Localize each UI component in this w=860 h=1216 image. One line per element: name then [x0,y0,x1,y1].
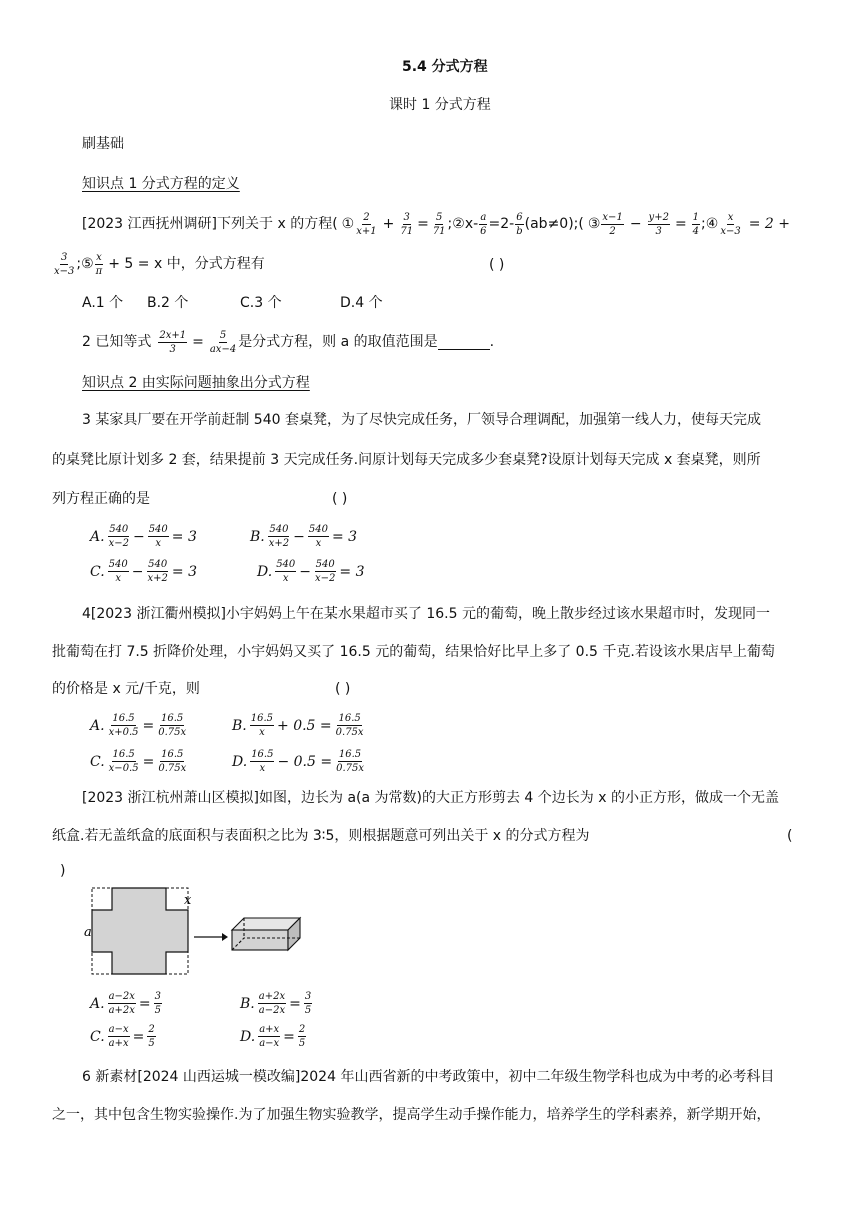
equals-sign: = [289,995,301,1012]
q5-option-b [240,991,313,1016]
equation-2-end: (ab≠0);( [524,216,584,232]
fraction: $\frac{16.5}{x}$ [251,749,274,774]
fraction: $\frac{16.5}{0.75x}$ [336,749,364,774]
equation-mid: = [142,753,155,770]
question-4-line-2: 批葡萄在打 7.5 折降价处理，小宇妈妈又买了 16.5 元的葡萄，结果恰好比早上多了 0.5 千克.若设该水果店早上葡萄 [52,644,775,660]
fraction: $\frac{x}{\pi}$ [95,251,103,277]
equation-rhs: = 3 [171,563,197,580]
question-2-prefix: 2 已知等式 [82,334,152,350]
fraction: $\frac{540}{x}$ [108,559,128,584]
equation-rhs: = 3 [331,528,358,545]
fraction: $\frac{16.5}{0.75x}$ [158,713,187,738]
equals-sign: = [138,995,151,1012]
question-1-line-1 [82,210,790,238]
fraction: $\frac{16.5}{0.75x}$ [158,749,187,774]
fraction: $\frac{540}{x}$ [148,524,168,549]
arrow-icon [194,933,228,941]
q3-option-c [90,559,197,584]
question-4-line-1: 4[2023 浙江衢州模拟]小宇妈妈上午在某水果超市买了 16.5 元的葡萄，晚上散步经过该水果超市时，发现同一 [82,606,770,622]
equation-mid: − 0.5 = [277,753,333,770]
lesson-title: 课时 1 分式方程 [389,97,491,113]
paper-box-figure [82,884,314,982]
fraction: $\frac{3}{5}$ [304,991,312,1016]
circle-1: ① [341,216,355,232]
fraction: $\frac{a+x}{a-x}$ [259,1024,280,1049]
corner-label-x: x [184,893,192,908]
circle-5: ⑤ [81,256,94,272]
equation-2-start: ;②x- [447,216,479,232]
knowledge-point-1-title: 知识点 1 分式方程的定义 [82,176,240,192]
q3-option-b [250,524,357,549]
equation-rhs: = 3 [171,528,197,545]
answer-blank[interactable] [438,335,490,350]
fraction: $\frac{540}{x}$ [276,559,296,584]
fraction: $\frac{1}{4}$ [692,211,700,237]
option-a: A.1 个 [82,295,124,311]
equals-sign: = [417,216,429,232]
option-label: C. [90,753,105,770]
circle-4: ④ [705,216,719,232]
q5-option-a [90,991,163,1016]
option-label: A. [90,528,105,545]
option-label: B. [232,717,247,734]
minus-sign: − [293,528,305,545]
side-label-a: a [84,925,92,940]
question-1-tail: + 5 = x 中，分式方程有 [108,256,265,272]
equals-sign: = [674,216,687,232]
option-b: B.2 个 [147,295,189,311]
fraction: $\frac{2}{5}$ [298,1024,306,1049]
question-5-line-2: 纸盒.若无盖纸盒的底面积与表面积之比为 3∶5，则根据题意可列出关于 x 的分式方程为 [52,828,590,844]
q3-option-a [90,524,197,549]
paren-close: ) [60,863,66,879]
question-3-line-2: 的桌凳比原计划多 2 套，结果提前 3 天完成任务.问原计划每天完成多少套桌凳?设原计划每天完成 x 套桌凳，则所 [52,452,761,468]
equation-rhs: = 3 [339,563,365,580]
q4-option-b [232,713,366,738]
equation-mid: = [142,717,155,734]
answer-paren: ( ) [489,257,505,273]
fraction: $\frac{3}{x-3}$ [54,251,75,277]
fraction: $\frac{2}{5}$ [148,1024,155,1049]
minus-sign: − [131,563,144,580]
section-title: 5.4 分式方程 [402,59,488,75]
option-label: B. [250,528,265,545]
option-c: C.3 个 [240,295,282,311]
q4-option-c [90,749,188,774]
q4-option-d [232,749,366,774]
fraction: $\frac{a-2x}{a+2x}$ [108,991,135,1016]
option-label: A. [90,995,105,1012]
fraction: $\frac{3}{71}$ [400,211,414,237]
option-d: D.4 个 [340,295,383,311]
fraction: $\frac{a+2x}{a-2x}$ [258,991,286,1016]
question-2 [82,328,494,356]
fraction: $\frac{16.5}{x+0.5}$ [108,713,139,738]
fraction: $\frac{y+2}{3}$ [648,211,669,237]
equals-sign: = [192,334,204,350]
equals-sign: = [132,1028,145,1045]
question-6-line-2: 之一，其中包含生物实验操作.为了加强生物实验教学，提高学生动手操作能力，培养学生的学科素养，新学期开始， [52,1107,771,1123]
equation-2-mid: =2- [488,216,515,232]
fraction: $\frac{x-1}{2}$ [602,211,623,237]
option-label: C. [90,563,105,580]
fraction: $\frac{3}{5}$ [154,991,162,1016]
equation-mid: + 0.5 = [277,717,332,734]
fraction: $\frac{16.5}{x-0.5}$ [108,749,139,774]
option-label: A. [90,717,105,734]
fraction: $\frac{6}{b}$ [516,211,523,237]
fraction: $\frac{540}{x}$ [308,524,328,549]
level-label: 刷基础 [82,136,124,152]
question-1-source: [2023 江西抚州调研]下列关于 x 的方程( [82,216,338,232]
q4-option-a [90,713,188,738]
q5-option-c [90,1024,157,1049]
question-4-line-3: 的价格是 x 元/千克，则 [52,681,200,697]
fraction: $\frac{x}{x-3}$ [720,211,741,237]
option-label: D. [240,1028,256,1045]
question-2-text: 是分式方程，则 a 的取值范围是 [238,334,438,350]
fraction: $\frac{540}{x+2}$ [268,524,290,549]
equals-sign: = [283,1028,295,1045]
fraction: $\frac{540}{x+2}$ [147,559,168,584]
answer-paren: ( ) [335,681,351,697]
minus-sign: − [132,528,145,545]
circle-3: ③ [587,216,601,232]
question-3-line-3: 列方程正确的是 [52,491,150,507]
option-label: C. [90,1028,105,1045]
fraction: $\frac{2x+1}{3}$ [159,329,187,355]
option-label: B. [240,995,255,1012]
option-label: D. [257,563,273,580]
fraction: $\frac{16.5}{0.75x}$ [335,713,364,738]
separator: ; [76,256,82,272]
equation-4-rhs: = 2 + [748,216,790,232]
minus-sign: − [299,563,312,580]
q3-option-d [257,559,365,584]
fraction: $\frac{5}{ax-4}$ [209,329,237,355]
fraction: $\frac{a-x}{a+x}$ [108,1024,129,1049]
fraction: $\frac{a}{6}$ [480,211,487,237]
question-3-line-1: 3 某家具厂要在开学前赶制 540 套桌凳，为了尽快完成任务，厂领导合理调配，加强第一线人力，使每天完成 [82,412,761,428]
paren-open: ( [787,828,793,844]
fraction: $\frac{16.5}{x}$ [250,713,274,738]
fraction: $\frac{2}{x+1}$ [356,211,377,237]
option-label: D. [232,753,248,770]
fraction: $\frac{540}{x-2}$ [315,559,336,584]
knowledge-point-2-title: 知识点 2 由实际问题抽象出分式方程 [82,375,310,391]
plus-sign: + [382,216,395,232]
answer-paren: ( ) [332,491,348,507]
q5-option-d [240,1024,307,1049]
question-5-line-1: [2023 浙江杭州萧山区模拟]如图，边长为 a(a 为常数)的大正方形剪去 4 个边长为 x 的小正方形，做成一个无盖 [82,790,779,806]
question-6-line-1: 6 新素材[2024 山西运城一模改编]2024 年山西省新的中考政策中，初中二年级生物学科也成为中考的必考科目 [82,1069,775,1085]
fraction: $\frac{540}{x-2}$ [108,524,129,549]
cut-square [92,888,188,974]
question-1-line-2 [52,250,265,278]
minus-sign: − [629,216,642,232]
open-box-icon [232,918,300,950]
fraction: $\frac{5}{71}$ [432,211,446,237]
period: . [489,334,495,350]
separator: ; [701,216,706,232]
